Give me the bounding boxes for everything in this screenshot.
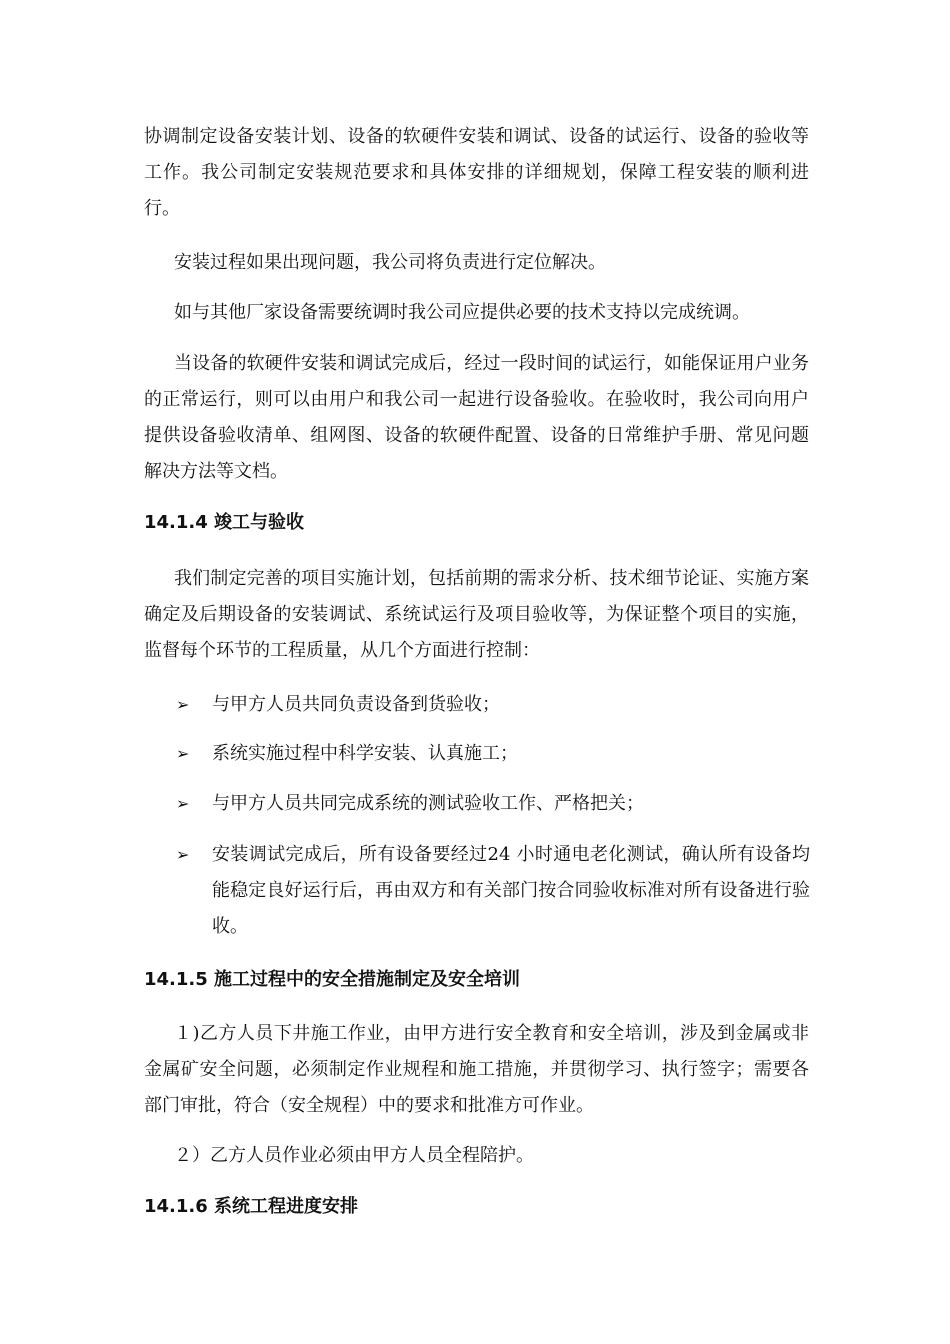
list-item-text: 安装调试完成后，所有设备要经过24 小时通电老化测试，确认所有设备均能稳定良好运行后，再由双方和有关部门按合同验收标准对所有设备进行验收。 <box>212 844 810 937</box>
list-item <box>176 736 810 772</box>
list-item-text: 系统实施过程中科学安装、认真施工； <box>212 743 518 764</box>
list-item <box>176 837 810 945</box>
paragraph-installation-plan: 协调制定设备安装计划、设备的软硬件安装和调试、设备的试运行、设备的验收等工作。我公司制定安装规范要求和具体安排的详细规划，保障工程安装的顺利进行。 <box>144 126 809 219</box>
section-heading-schedule: 14.1.6 系统工程进度安排 <box>144 1196 359 1217</box>
paragraph-implementation-plan: 我们制定完善的项目实施计划，包括前期的需求分析、技术细节论证、实施方案确定及后期设备的安装调试、系统试运行及项目验收等，为保证整个项目的实施，监督每个环节的工程质量，从几个方面进行控制： <box>144 568 809 661</box>
paragraph-acceptance: 当设备的软硬件安装和调试完成后，经过一段时间的试运行，如能保证用户业务的正常运行，则可以由用户和我公司一起进行设备验收。在验收时，我公司向用户提供设备验收清单、组网图、设备的软硬件配置、设备的日常维护手册、常见问题解决方法等文档。 <box>144 353 809 482</box>
list-item <box>176 687 810 723</box>
section-heading-completion-acceptance: 14.1.4 竣工与验收 <box>144 512 305 533</box>
list-item-text: 与甲方人员共同完成系统的测试验收工作、严格把关； <box>212 793 644 814</box>
list-item <box>176 786 810 822</box>
list-item-text: 与甲方人员共同负责设备到货验收； <box>212 694 500 715</box>
paragraph-problem-resolution: 安装过程如果出现问题，我公司将负责进行定位解决。 <box>174 252 606 273</box>
arrow-bullet-icon: ➢ <box>176 695 190 714</box>
paragraph-joint-tuning: 如与其他厂家设备需要统调时我公司应提供必要的技术支持以完成统调。 <box>174 302 750 323</box>
section-heading-safety-measures: 14.1.5 施工过程中的安全措施制定及安全培训 <box>144 969 521 990</box>
paragraph-escort: ２）乙方人员作业必须由甲方人员全程陪护。 <box>174 1145 534 1166</box>
arrow-bullet-icon: ➢ <box>176 744 190 763</box>
paragraph-safety-training: １)乙方人员下井施工作业，由甲方进行安全教育和安全培训，涉及到金属或非金属矿安全问题，必须制定作业规程和施工措施，并贯彻学习、执行签字；需要各部门审批，符合（安全规程）中的要求和批准方可作业。 <box>144 1023 809 1116</box>
arrow-bullet-icon: ➢ <box>176 794 190 813</box>
arrow-bullet-icon: ➢ <box>176 845 190 864</box>
